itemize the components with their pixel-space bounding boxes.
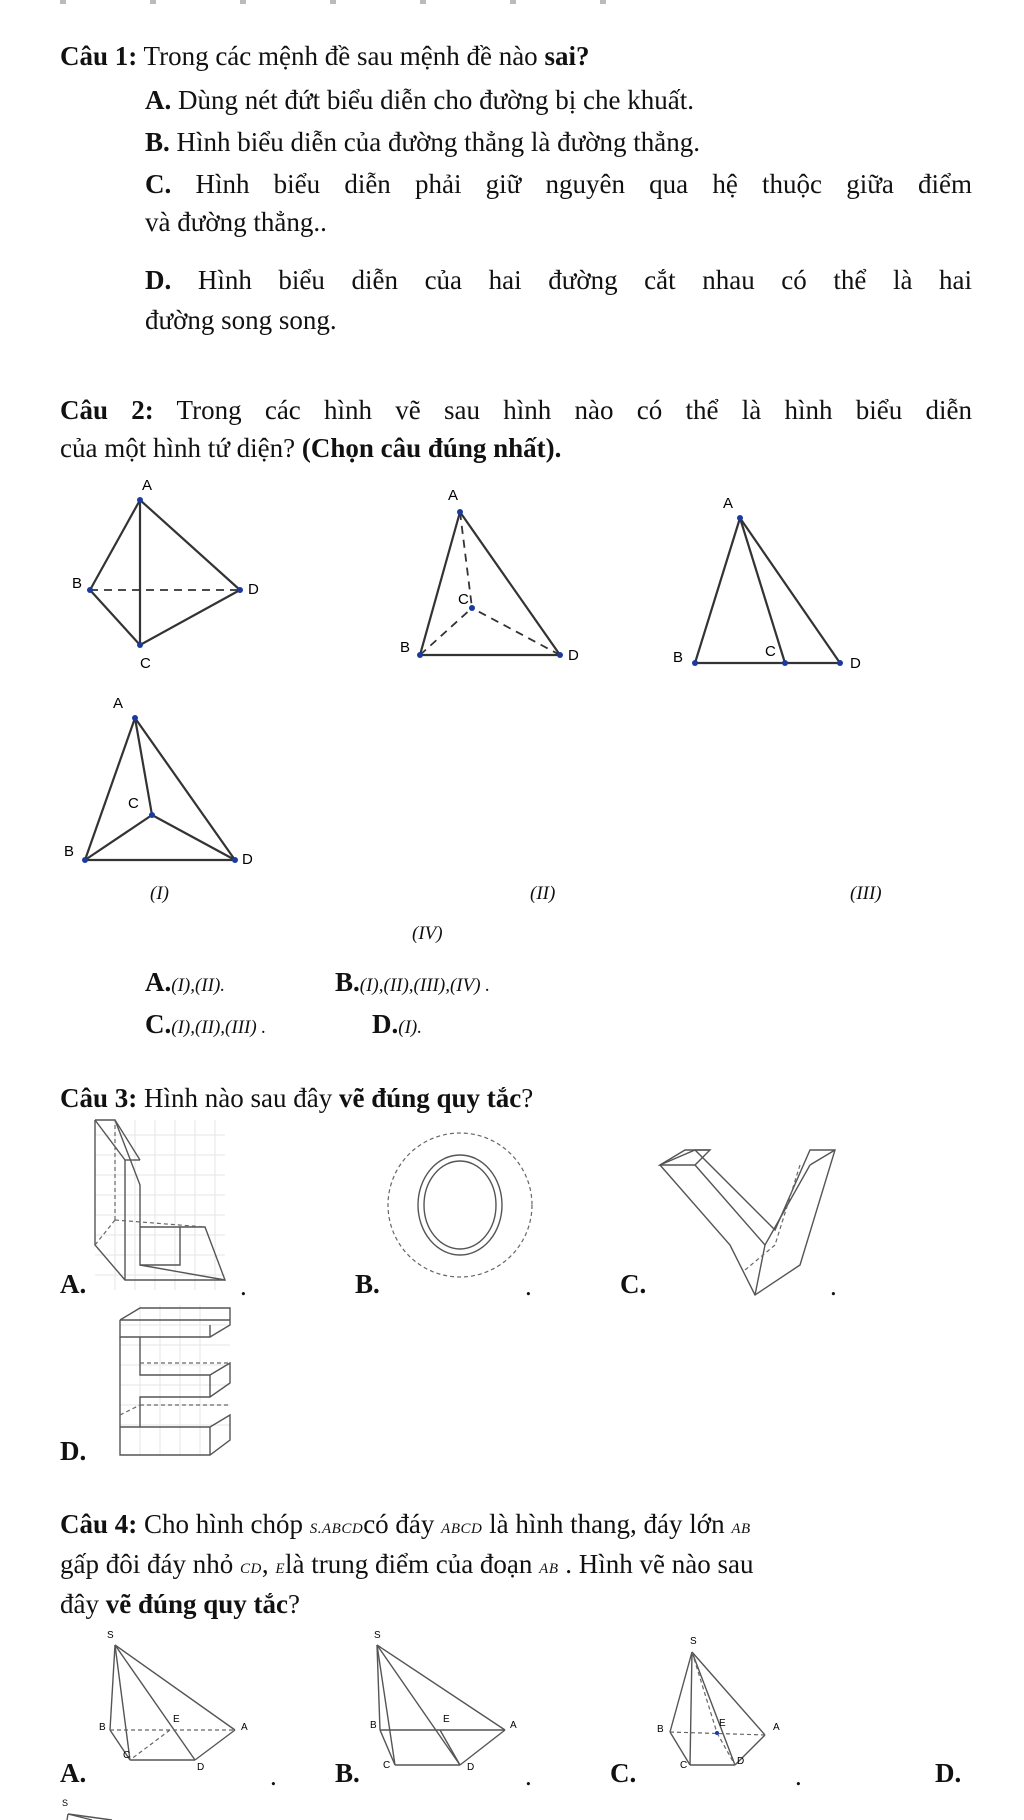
label-s: S (62, 1798, 69, 1808)
edge (695, 518, 740, 663)
scan-remnant (60, 0, 660, 4)
q2-label: Câu 2: (60, 395, 154, 425)
q2-option-b-text: (I),(II),(III),(IV) . (359, 975, 491, 996)
q4-option-d[interactable]: D. (935, 1758, 962, 1788)
edge (195, 1730, 235, 1760)
point-c (782, 660, 788, 666)
point-c (149, 812, 155, 818)
label-c: C (765, 643, 776, 660)
q3-label: Câu 3: (60, 1083, 138, 1113)
edge (115, 1645, 195, 1760)
q3-figure-d (120, 1305, 240, 1460)
q2-caption-3: (III) (850, 883, 882, 904)
q4-big-base: AB (731, 1521, 751, 1537)
q4-line3-end: ? (288, 1589, 301, 1619)
q4-pyramid-name: S.ABCD (309, 1521, 364, 1537)
q4-line2 (60, 1548, 753, 1585)
label-a: A (773, 1722, 780, 1733)
q4-line3 (60, 1588, 300, 1620)
point-d (837, 660, 843, 666)
q1-option-d-text: Hình biểu diễn của hai đường cắt nhau có thể là hai (197, 265, 973, 295)
edge (140, 500, 240, 590)
q3-stem-end: ? (521, 1083, 534, 1113)
edge (90, 590, 140, 645)
label-s: S (690, 1636, 697, 1647)
label-b: B (370, 1720, 377, 1731)
q4-line2-c: là trung điểm của đoạn (285, 1549, 533, 1579)
q4-label: Câu 4: (60, 1509, 138, 1539)
q3-stem-line (60, 1082, 533, 1114)
q4-base-name: ABCD (441, 1521, 483, 1537)
point-b (87, 587, 93, 593)
q2-figure-2 (390, 480, 590, 670)
q2-option-d-letter: D. (372, 1009, 399, 1039)
edge (755, 1245, 765, 1295)
q3-option-c-dot: . (830, 1271, 837, 1301)
q2-option-d[interactable] (372, 1008, 422, 1044)
label-d: D (197, 1762, 205, 1773)
q2-caption-2: (II) (530, 883, 556, 904)
label-c: C (140, 655, 151, 672)
label-b: B (657, 1724, 664, 1735)
q1-option-a[interactable] (145, 84, 694, 116)
q4-line3-a: đây (60, 1589, 99, 1619)
q4-option-b[interactable]: B. (335, 1758, 360, 1788)
label-b: B (72, 575, 83, 592)
q1-option-b-text: Hình biểu diễn của đường thẳng là đường thẳng. (176, 127, 700, 157)
q1-stem-bold: sai? (544, 41, 590, 71)
label-b: B (673, 649, 684, 666)
q3-stem-bold: vẽ đúng quy tắc (338, 1083, 522, 1113)
q1-option-c[interactable] (145, 168, 972, 200)
q2-option-a-letter: A. (145, 967, 172, 997)
hidden-edge (115, 1220, 205, 1227)
q3-stem: Hình nào sau đây (144, 1083, 333, 1113)
label-c: C (123, 1750, 131, 1761)
hidden-edge (717, 1733, 735, 1765)
edge (765, 1165, 810, 1245)
q1-stem-line (60, 40, 589, 72)
hidden-edge (120, 1405, 140, 1415)
q2-option-c[interactable] (145, 1008, 266, 1044)
label-d: D (568, 647, 579, 664)
edge (460, 512, 560, 655)
q4-small-base: CD (239, 1561, 262, 1577)
label-e: E (443, 1714, 450, 1725)
q2-option-d-text: (I). (398, 1017, 422, 1038)
q1-option-a-text: Dùng nét đứt biểu diễn cho đường bị che khuất. (178, 85, 694, 115)
q3-option-a-dot: . (240, 1271, 247, 1301)
edge (740, 518, 785, 663)
edge (152, 815, 235, 860)
edge (85, 718, 135, 860)
q2-caption-4: (IV) (412, 923, 443, 944)
q1-option-b[interactable] (145, 126, 700, 158)
q1-option-c-text: Hình biểu diễn phải giữ nguyên qua hệ thuộc giữa điểm (195, 169, 973, 199)
label-c: C (383, 1760, 391, 1771)
q1-stem: Trong các mệnh đề sau mệnh đề nào (143, 41, 538, 71)
q4-option-c[interactable]: C. (610, 1758, 637, 1788)
q4-figure-c (645, 1636, 815, 1771)
edge (695, 1165, 765, 1245)
edge (420, 512, 460, 655)
grid-bg (120, 1305, 230, 1455)
edge (740, 518, 840, 663)
q2-option-a[interactable] (145, 966, 225, 1002)
q4-option-c-dot: . (795, 1761, 802, 1791)
q1-option-d[interactable] (145, 264, 972, 296)
q4-segment: AB (539, 1561, 559, 1577)
hidden-edge (420, 608, 472, 655)
label-e: E (173, 1714, 180, 1725)
q4-option-a[interactable]: A. (60, 1758, 87, 1788)
label-b: B (99, 1722, 106, 1733)
q2-figure-4 (60, 690, 270, 870)
q4-line2-d: . Hình vẽ nào sau (565, 1549, 754, 1579)
q3-figure-a (95, 1120, 235, 1295)
q1-label: Câu 1: (60, 41, 138, 71)
outline (140, 1337, 230, 1427)
q4-line1 (60, 1508, 751, 1545)
q4-point-e: E (275, 1561, 285, 1577)
point-a (137, 497, 143, 503)
q3-figure-c (655, 1145, 845, 1295)
edge (377, 1645, 505, 1730)
edge (85, 815, 152, 860)
point-b (417, 652, 423, 658)
q4-line1-c: là hình thang, đáy lớn (489, 1509, 725, 1539)
hidden-edge (472, 608, 560, 655)
top-face-left (660, 1150, 710, 1165)
hidden-edge (745, 1245, 775, 1270)
q4-figure-a (95, 1630, 265, 1773)
point-a (132, 715, 138, 721)
edge (377, 1645, 460, 1765)
q4-figure-d-partial (62, 1798, 142, 1820)
hidden-edge (692, 1652, 717, 1733)
q4-option-a-dot: . (270, 1761, 277, 1791)
q2-stem-bold: (Chọn câu đúng nhất). (301, 433, 562, 463)
q4-line2-a: gấp đôi đáy nhỏ (60, 1549, 234, 1579)
point-d (232, 857, 238, 863)
q2-option-a-text: (I),(II). (171, 975, 226, 996)
edge (440, 1730, 460, 1765)
edge (670, 1652, 692, 1732)
label-d: D (737, 1756, 745, 1767)
label-a: A (723, 495, 734, 512)
label-c: C (128, 795, 139, 812)
label-c: C (680, 1760, 688, 1771)
label-d: D (850, 655, 861, 672)
edge (67, 1814, 68, 1820)
outline (120, 1337, 230, 1455)
point-c (469, 605, 475, 611)
edge (460, 1730, 505, 1765)
edge (95, 1120, 125, 1160)
q2-option-c-text: (I),(II),(III) . (171, 1017, 267, 1038)
outline (120, 1308, 230, 1337)
q3-option-b-dot: . (525, 1271, 532, 1301)
point-d (557, 652, 563, 658)
edge (692, 1652, 765, 1735)
edge (90, 500, 140, 590)
edge (140, 590, 240, 645)
q4-line3-bold: vẽ đúng quy tắc (105, 1589, 289, 1619)
q3-option-c[interactable]: C. (620, 1269, 647, 1299)
q4-option-b-dot: . (525, 1761, 532, 1791)
point-d (237, 587, 243, 593)
inner-circle-1 (418, 1155, 502, 1255)
front-face (660, 1150, 835, 1295)
point-b (692, 660, 698, 666)
q1-option-d-cont: đường song song. (145, 305, 337, 335)
hidden-edge (130, 1730, 170, 1760)
label-b: B (400, 639, 411, 656)
q1-option-a-letter: A. (145, 85, 172, 115)
q2-figure-3 (665, 490, 875, 670)
label-d: D (248, 581, 259, 598)
point-e (715, 1731, 719, 1735)
q2-option-b-letter: B. (335, 967, 360, 997)
q1-option-d-letter: D. (145, 265, 172, 295)
q2-stem-line1 (60, 394, 972, 426)
label-a: A (113, 695, 124, 712)
q3-option-b[interactable]: B. (355, 1269, 380, 1299)
label-d: D (242, 851, 253, 868)
edge (690, 1652, 692, 1765)
label-b: B (64, 843, 75, 860)
q2-figure-1 (60, 470, 270, 680)
label-a: A (510, 1720, 517, 1731)
label-c: C (458, 591, 469, 608)
q2-stem-line2 (60, 432, 561, 464)
edge (692, 1652, 735, 1765)
point-a (457, 509, 463, 515)
q3-option-a[interactable]: A. (60, 1269, 87, 1299)
label-s: S (107, 1630, 114, 1641)
label-a: A (448, 487, 459, 504)
label-s: S (374, 1630, 381, 1641)
q4-figure-b (365, 1630, 535, 1773)
q3-figure-b (380, 1130, 540, 1280)
q2-caption-1: (I) (150, 883, 169, 904)
q3-option-d[interactable]: D. (60, 1436, 87, 1466)
label-a: A (241, 1722, 248, 1733)
q2-stem: Trong các hình vẽ sau hình nào có thể là hình biểu diễn (176, 395, 973, 425)
inner-circle-2 (424, 1161, 496, 1249)
label-e: E (719, 1718, 726, 1729)
q2-option-c-letter: C. (145, 1009, 172, 1039)
edge (110, 1645, 115, 1730)
q1-option-c-cont: và đường thẳng.. (145, 207, 327, 237)
point-a (737, 515, 743, 521)
edge (140, 1265, 225, 1280)
label-d: D (467, 1762, 475, 1773)
label-a: A (142, 477, 153, 494)
q4-line1-b: có đáy (363, 1509, 435, 1539)
q2-option-b[interactable] (335, 966, 490, 1002)
hidden-edge (95, 1220, 115, 1245)
point-b (82, 857, 88, 863)
point-c (137, 642, 143, 648)
q4-line1-a: Cho hình chóp (144, 1509, 304, 1539)
q1-option-c-letter: C. (145, 169, 172, 199)
q1-option-b-letter: B. (145, 127, 170, 157)
q4-line2-b: , (261, 1549, 269, 1579)
edge (135, 718, 235, 860)
q2-stem2: của một hình tứ diện? (60, 433, 296, 463)
